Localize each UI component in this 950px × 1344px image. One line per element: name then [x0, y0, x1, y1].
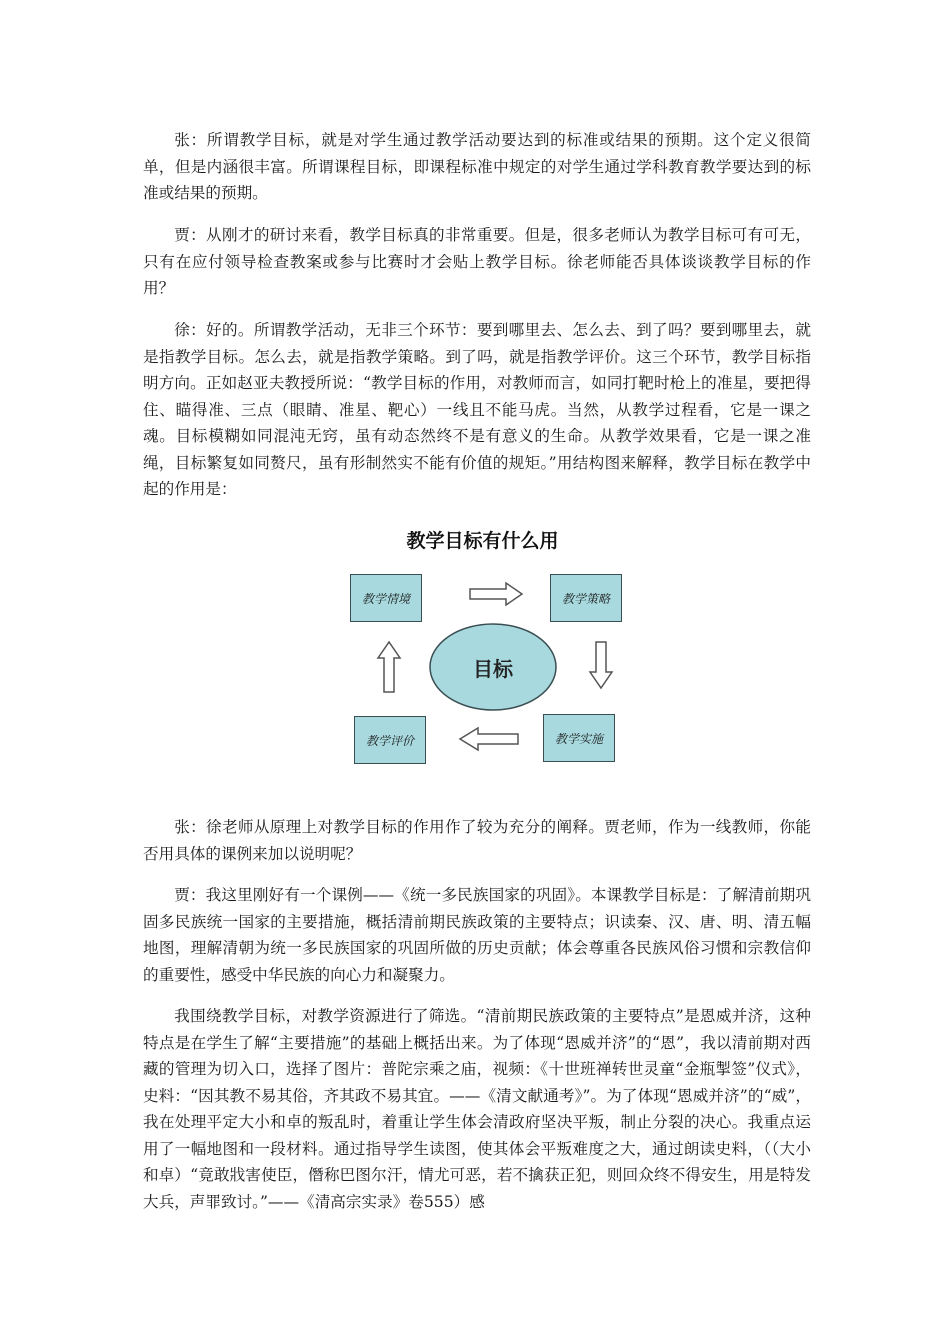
paragraph-zhang-2: 张：徐老师从原理上对教学目标的作用作了较为充分的阐释。贾老师，作为一线教师，你能否用具体的课例来加以说明呢？: [143, 818, 811, 863]
diagram-title: 教学目标有什么用: [406, 530, 559, 552]
paragraph-zhang-1: 张：所谓教学目标，就是对学生通过教学活动要达到的标准或结果的预期。这个定义很简单，但是内涵很丰富。所谓课程目标，即课程标准中规定的对学生通过学科教育教学要达到的标准或结果的预期。: [143, 131, 811, 202]
arrow-right-icon: [468, 581, 524, 607]
goal-diagram: [340, 518, 625, 780]
paragraph-jia-2: 贾：我这里刚好有一个课例——《统一多民族国家的巩固》。本课教学目标是：了解清前期巩固多民族统一国家的主要措施，概括清前期民族政策的主要特点；识读秦、汉、唐、明、清五幅地图，理解清朝为统一多民族国家的巩固所做的历史贡献；体会尊重各民族风俗习惯和宗教信仰的重要性，感受中华民族的向心力和凝聚力。: [143, 886, 811, 984]
center-goal-label: 目标: [473, 656, 513, 681]
box-teaching-evaluation: 教学评价: [354, 716, 426, 764]
box-teaching-strategy: 教学策略: [550, 574, 622, 622]
paragraph-xu-1: 徐：好的。所谓教学活动，无非三个环节：要到哪里去、怎么去、到了吗？要到哪里去，就是指教学目标。怎么去，就是指教学策略。到了吗，就是指教学评价。这三个环节，教学目标指明方向。正如赵亚夫教授所说：“教学目标的作用，对教师而言，如同打靶时枪上的准星，要把得住、瞄得准、三点（眼睛、准星、靶心）一线且不能马虎。当然，从教学过程看，它是一课之魂。目标模糊如同混沌无窍，虽有动态然终不是有意义的生命。从教学效果看，它是一课之准绳，目标繁复如同赘尺，虽有形制然实不能有价值的规矩。”用结构图来解释，教学目标在教学中起的作用是：: [143, 321, 811, 498]
paragraph-jia-3: 我围绕教学目标，对教学资源进行了筛选。“清前期民族政策的主要特点”是恩威并济，这种特点是在学生了解“主要措施”的基础上概括出来。为了体现“恩威并济”的“恩”，我以清前期对西藏的管理为切入口，选择了图片：普陀宗乘之庙，视频：《十世班禅转世灵童“金瓶掣签”仪式》，史料：“因其教不易其俗，齐其政不易其宜。——《清文献通考》”。为了体现“恩威并济”的“威”，我在处理平定大小和卓的叛乱时，着重让学生体会清政府坚决平叛，制止分裂的决心。我重点运用了一幅地图和一段材料。通过指导学生读图，使其体会平叛难度之大，通过朗读史料，（（大小和卓）“竟敢戕害使臣，僭称巴图尔汗，情尤可恶，若不擒获正犯，则回众终不得安生，用是特发大兵，声罪致讨。”——《清高宗实录》卷555）感: [143, 1007, 811, 1211]
arrow-up-icon: [376, 640, 402, 694]
paragraph-jia-1: 贾：从刚才的研讨来看，教学目标真的非常重要。但是，很多老师认为教学目标可有可无，只有在应付领导检查教案或参与比赛时才会贴上教学目标。徐老师能否具体谈谈教学目标的作用？: [143, 226, 811, 297]
box-teaching-situation: 教学情境: [350, 574, 422, 622]
box-teaching-implementation: 教学实施: [543, 714, 615, 762]
arrow-down-icon: [588, 640, 614, 690]
arrow-left-icon: [458, 726, 520, 752]
